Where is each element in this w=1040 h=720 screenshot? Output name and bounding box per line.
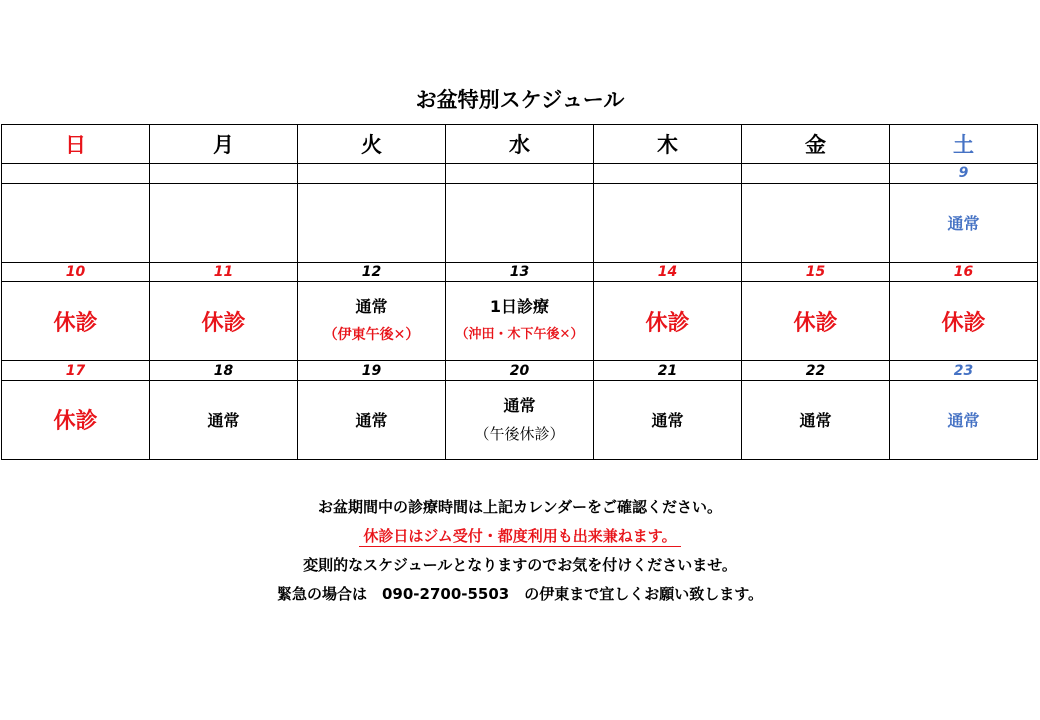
schedule-cell (890, 282, 1038, 361)
schedule-cell (742, 380, 890, 459)
status-text: 通常 (207, 411, 240, 431)
notice-warning-text: 休診日はジム受付・都度利用も出来兼ねます。 (359, 527, 680, 547)
schedule-cell (594, 183, 742, 262)
emergency-contact-line: 緊急の場合は 090-2700-5503 の伊東まで宜しくお願い致します。 (276, 585, 764, 603)
date-cell (446, 164, 594, 184)
closed-text: 休診 (201, 310, 246, 336)
date-cell: 16 (890, 262, 1038, 282)
notice-line: お盆期間中の診療時間は上記カレンダーをご確認ください。 (317, 498, 723, 516)
closed-text: 休診 (793, 310, 838, 336)
status-text: 通常 (947, 411, 980, 431)
schedule-cell (742, 183, 890, 262)
date-cell (298, 164, 446, 184)
status-note: （午後休診） (474, 424, 565, 443)
status-text: 通常 (799, 411, 832, 431)
schedule-calendar (1, 124, 1038, 460)
weekday-wednesday: 水 (446, 125, 594, 164)
weekday-thursday: 木 (594, 125, 742, 164)
date-cell: 20 (446, 361, 594, 381)
schedule-row (2, 282, 1038, 361)
date-cell (742, 164, 890, 184)
date-cell: 17 (2, 361, 150, 381)
closed-text: 休診 (53, 310, 98, 336)
date-cell (2, 164, 150, 184)
status-text: 通常 (651, 411, 684, 431)
weekday-sunday: 日 (2, 125, 150, 164)
notice-warning-line (0, 522, 1040, 551)
date-cell: 14 (594, 262, 742, 282)
weekday-header-row (2, 125, 1038, 164)
schedule-cell (2, 380, 150, 459)
date-cell (594, 164, 742, 184)
schedule-cell (2, 282, 150, 361)
status-text: 通常 (355, 297, 388, 317)
date-cell: 23 (890, 361, 1038, 381)
weekday-friday: 金 (742, 125, 890, 164)
schedule-row (2, 380, 1038, 459)
date-cell: 10 (2, 262, 150, 282)
date-cell: 18 (150, 361, 298, 381)
closed-text: 休診 (645, 310, 690, 336)
date-cell (150, 164, 298, 184)
schedule-cell (2, 183, 150, 262)
date-cell: 11 (150, 262, 298, 282)
status-text: 1日診療 (489, 297, 550, 317)
status-text: 通常 (355, 411, 388, 431)
date-cell: 15 (742, 262, 890, 282)
status-text: 通常 (503, 395, 536, 415)
weekday-monday: 月 (150, 125, 298, 164)
page-title: お盆特別スケジュール (415, 88, 625, 112)
schedule-cell (150, 380, 298, 459)
schedule-cell (298, 282, 446, 361)
date-row (2, 262, 1038, 282)
date-cell: 21 (594, 361, 742, 381)
schedule-cell (446, 380, 594, 459)
date-cell: 22 (742, 361, 890, 381)
date-cell: 9 (890, 164, 1038, 184)
schedule-cell (594, 282, 742, 361)
status-note: （沖田・木下午後✕） (455, 327, 584, 343)
notice-block (0, 493, 1040, 609)
notice-line: 変則的なスケジュールとなりますのでお気を付けくださいませ。 (303, 556, 737, 574)
schedule-cell (150, 183, 298, 262)
date-cell: 19 (298, 361, 446, 381)
closed-text: 休診 (53, 409, 98, 435)
schedule-cell (446, 183, 594, 262)
schedule-cell (742, 282, 890, 361)
status-text: 通常 (947, 214, 980, 234)
date-cell: 12 (298, 262, 446, 282)
schedule-cell (890, 380, 1038, 459)
status-note: （伊東午後✕） (323, 327, 420, 344)
weekday-saturday: 土 (890, 125, 1038, 164)
date-row (2, 164, 1038, 184)
schedule-cell (298, 183, 446, 262)
schedule-cell (446, 282, 594, 361)
schedule-cell (890, 183, 1038, 262)
closed-text: 休診 (941, 310, 986, 336)
date-row (2, 361, 1038, 381)
date-cell: 13 (446, 262, 594, 282)
schedule-cell (298, 380, 446, 459)
weekday-tuesday: 火 (298, 125, 446, 164)
schedule-cell (150, 282, 298, 361)
schedule-row (2, 183, 1038, 262)
schedule-cell (594, 380, 742, 459)
